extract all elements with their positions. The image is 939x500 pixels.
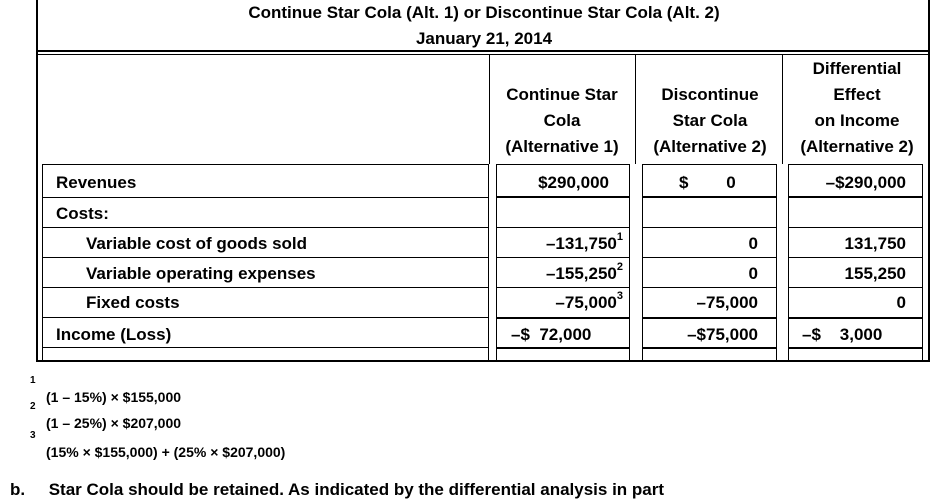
- row-rule: [496, 317, 629, 319]
- cell-variable-cogs-diff: 131,750: [844, 234, 906, 253]
- row-rule: [642, 287, 776, 288]
- cell-variable-opex-alt2: 0: [748, 264, 758, 283]
- cell-income-alt2: –$75,000: [687, 325, 758, 344]
- row-label-revenues: Revenues: [56, 173, 137, 192]
- table-date: January 21, 2014: [415, 29, 553, 48]
- cell-variable-opex-alt1: –155,250$^2$: [545, 261, 623, 283]
- cell-variable-cogs-alt1: –131,750$^1$: [545, 231, 623, 253]
- row-label-costs: Costs:: [56, 204, 109, 223]
- row-rule: [496, 164, 629, 165]
- row-rule: [788, 317, 922, 319]
- table-title: Continue Star Cola (Alt. 1) or Discontinue Star Cola (Alt. 2): [248, 3, 720, 22]
- row-rule: [788, 287, 922, 288]
- cell-revenues-alt1: $290,000: [538, 173, 609, 192]
- row-rule: [42, 257, 488, 258]
- footnote-ref: 1: [616, 231, 623, 244]
- cell-income-diff: –$ 3,000: [802, 325, 883, 344]
- answer-part-b: b. Star Cola should be retained. As indicated by the differential analysis in part: [10, 480, 665, 499]
- row-rule: [642, 196, 776, 198]
- row-rule: [788, 196, 922, 198]
- row-rule: [788, 347, 922, 349]
- body-rule: [776, 164, 777, 362]
- row-label-income: Income (Loss): [56, 325, 172, 344]
- body-rule: [922, 164, 923, 362]
- footnote-ref: 3: [616, 290, 623, 303]
- row-label-variable-opex: Variable operating expenses: [86, 264, 316, 283]
- col-header-alt2: Discontinue Star Cola (Alternative 2): [653, 85, 767, 156]
- row-rule: [42, 347, 488, 348]
- row-rule: [788, 257, 922, 258]
- row-rule: [788, 164, 922, 165]
- cell-variable-cogs-alt2: 0: [748, 234, 758, 253]
- body-rule: [788, 164, 789, 362]
- row-rule: [642, 164, 776, 165]
- row-rule: [42, 317, 488, 318]
- body-rule: [42, 164, 43, 362]
- row-rule: [496, 257, 629, 258]
- row-rule: [496, 196, 629, 198]
- col1-left-rule: [489, 54, 490, 164]
- footnote-2: 2 (1 – 25%) × $207,000: [30, 401, 182, 431]
- row-rule: [642, 347, 776, 349]
- cell-revenues-alt2: $ 0: [679, 173, 736, 192]
- row-rule: [42, 164, 488, 165]
- cell-revenues-diff: –$290,000: [825, 173, 906, 192]
- row-label-fixed-costs: Fixed costs: [86, 293, 180, 312]
- header-top-rule: [36, 54, 930, 55]
- cell-fixed-costs-diff: 0: [896, 293, 906, 312]
- row-rule: [496, 227, 629, 228]
- row-rule: [496, 287, 629, 288]
- title-divider: [36, 50, 930, 52]
- row-rule: [642, 317, 776, 319]
- footnote-3: 3 (15% × $155,000) + (25% × $207,000): [30, 430, 286, 460]
- body-rule: [488, 164, 489, 362]
- body-rule: [496, 164, 497, 362]
- footnote-ref: 2: [616, 261, 623, 274]
- row-rule: [496, 347, 629, 349]
- cell-fixed-costs-alt1: –75,000$^3$: [555, 290, 623, 312]
- row-rule: [42, 287, 488, 288]
- row-rule: [42, 227, 488, 228]
- row-rule: [42, 197, 488, 198]
- col-header-alt1: Continue Star Cola (Alternative 1): [505, 85, 619, 156]
- row-label-variable-cogs: Variable cost of goods sold: [86, 234, 308, 253]
- body-rule: [629, 164, 630, 362]
- cell-variable-opex-diff: 155,250: [844, 264, 906, 283]
- row-rule: [642, 257, 776, 258]
- cell-fixed-costs-alt2: –75,000: [696, 293, 758, 312]
- row-rule: [642, 227, 776, 228]
- cell-income-alt1: –$ 72,000: [511, 325, 592, 344]
- col-header-differential: Differential Effect on Income (Alternative 2): [800, 59, 914, 156]
- footnote-1: 1 (1 – 15%) × $155,000: [30, 375, 182, 405]
- row-rule: [788, 227, 922, 228]
- col2-left-rule: [635, 54, 636, 164]
- col3-left-rule: [782, 54, 783, 164]
